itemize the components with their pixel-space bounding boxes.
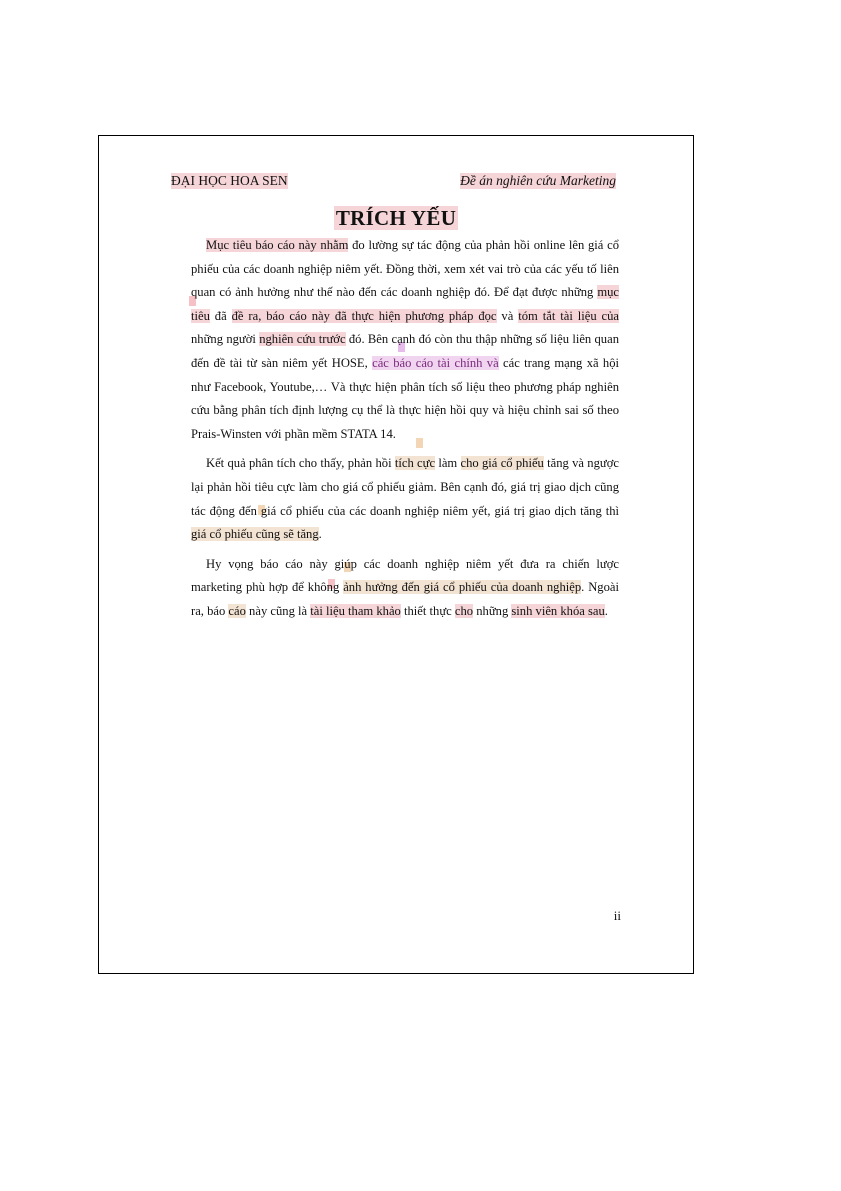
text: đã [209, 308, 232, 323]
abstract-body [191, 234, 619, 630]
page-title-text: TRÍCH YẾU [335, 206, 457, 230]
text: . [318, 527, 322, 542]
text: Hy vọng báo cáo này giúp các doanh nghiệp niêm yết đưa ra chiến lược marketing phù hợp để không [191, 556, 619, 595]
highlight[interactable]: cáo [228, 603, 246, 618]
highlight[interactable]: đề ra, báo cáo này đã thực hiện phương pháp đọc [231, 308, 497, 323]
text: đó. Bên cạnh đó còn thu thập những số liệu liên quan đến đề tài từ sàn niêm yết HOSE, [191, 332, 619, 370]
highlight[interactable]: sinh viên khóa sau [511, 603, 605, 618]
text: tăng và ngược lại phản hồi tiêu cực làm cho giá cổ phiếu giảm. Bên cạnh đó, giá trị giao dịch cũng tác động đến giá cổ phiếu của các doanh nghiệp niêm yết, giá trị giao dịch tăng thì [191, 456, 619, 518]
paragraph-objective [191, 234, 619, 446]
highlight[interactable]: giá cổ phiếu cũng sẽ tăng [191, 527, 319, 542]
paragraph-hope [191, 553, 619, 624]
highlight[interactable]: tóm tắt tài liệu của [518, 308, 620, 323]
text: những [473, 603, 512, 618]
text: và [496, 308, 519, 323]
text: các trang mạng xã hội như Facebook, Youtube,… Và thực hiện phân tích số liệu theo phương pháp nghiên cứu bằng phân tích định lượng cụ thể là thực hiện hồi quy và hiệu chỉnh sai số theo Prais-Winsten với phần mềm STATA 14. [191, 355, 620, 441]
highlight[interactable]: ảnh hưởng đến giá cổ phiếu của doanh nghiệp [343, 580, 582, 595]
document-page [98, 135, 694, 974]
text: đo lường sự tác động của phản hồi online lên giá cổ phiếu của các doanh nghiệp niêm yết. Đồng thời, xem xét vai trò của các yếu tố liên quan có ảnh hưởng như thế nào đến các doanh nghiệp đó. Để đạt được những [191, 238, 619, 300]
text: . [604, 603, 608, 618]
highlight[interactable]: cho [454, 603, 474, 618]
highlight[interactable]: Mục tiêu báo cáo này nhằm [206, 238, 349, 252]
highlight[interactable]: tích cực [394, 456, 436, 471]
highlight[interactable]: mục tiêu [191, 285, 619, 323]
text: Kết quả phân tích cho thấy, phản hồi [206, 456, 395, 471]
paragraph-results [191, 452, 619, 546]
header-institution: ĐẠI HỌC HOA SEN [171, 173, 288, 188]
highlight[interactable]: nghiên cứu trước [259, 332, 346, 347]
text: làm [435, 456, 461, 471]
text: những người [191, 332, 260, 347]
header-doc-title: Đề án nghiên cứu Marketing [460, 173, 616, 188]
highlight[interactable]: cho giá cổ phiếu [460, 456, 544, 471]
page-number: ii [613, 908, 621, 923]
highlight[interactable]: các báo cáo tài chính và [372, 355, 499, 370]
page-title [99, 206, 693, 231]
text: thiết thực [400, 603, 455, 618]
text: . Ngoài ra, báo [191, 580, 619, 618]
highlight[interactable]: tài liệu tham khảo [310, 603, 401, 618]
text: này cũng là [245, 603, 311, 618]
